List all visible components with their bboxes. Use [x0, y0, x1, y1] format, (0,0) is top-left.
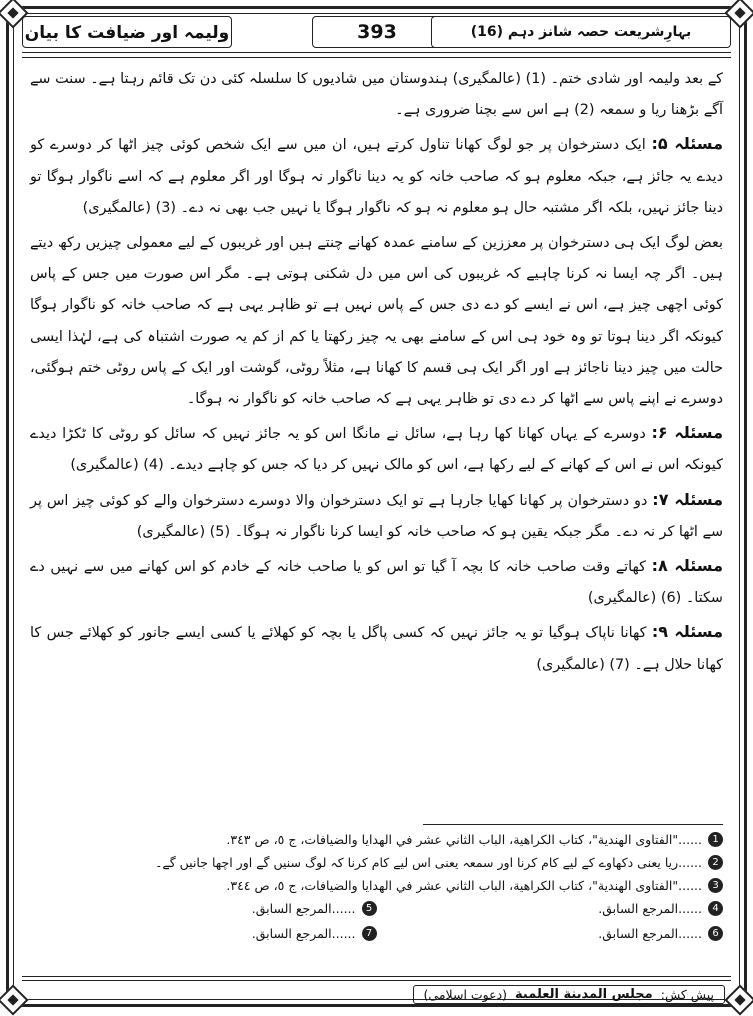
footnote-text: ......المرجع السابق.: [251, 901, 356, 916]
paragraph: [30, 616, 723, 680]
publisher-name: مجلس المدینة العلمیة: [515, 986, 653, 1002]
paragraph: [30, 62, 723, 126]
footnote: [30, 851, 723, 874]
chapter-title: ولیمہ اور ضیافت کا بیان: [22, 16, 232, 48]
footnote-text: ......المرجع السابق.: [598, 901, 702, 916]
publisher-box: [413, 985, 725, 1004]
masala-label: مسئلہ ۵:: [651, 134, 723, 154]
footnote-number: 4: [708, 901, 723, 916]
footnote-separator: [423, 824, 723, 825]
masala-label: مسئلہ ۹:: [651, 622, 723, 642]
page-number: 393: [312, 16, 442, 48]
footnote-text: ......المرجع السابق.: [598, 926, 702, 941]
footnote-number: 2: [708, 855, 723, 870]
page-header: [22, 16, 731, 56]
paragraph: [30, 226, 723, 415]
footnote-text: ......ریا یعنی دکھاوے کے لیے کام کرنا اور سمعہ یعنی اس لیے کام کرنا کہ لوگ سنیں گے اور اچھا جانیں گے۔: [155, 855, 702, 870]
book-title: بہارِشریعت حصہ شانز دہم (16): [431, 16, 731, 48]
footnote: [377, 897, 724, 920]
footer-divider: [22, 976, 731, 981]
masala-label: مسئلہ ۷:: [652, 489, 724, 509]
page-footer: [22, 983, 731, 1005]
footnote: [30, 874, 723, 897]
masala-label: مسئلہ ۸:: [651, 556, 723, 576]
footnote-number: 5: [362, 901, 377, 916]
paragraph: [30, 417, 723, 481]
paragraph-text: دو دسترخوان پر کھانا کھایا جارہا ہے تو ایک دسترخوان والا دوسرے دسترخوان والے کو کوئی چیز اس پر سے اٹھا کر نہ دے۔ مگر جبکہ یقین ہو کہ صاحب خانہ کو ایسا کرنا ناگوار نہ ہوگا۔ (5) (عالمگیری): [30, 492, 723, 540]
footnote-number: 3: [708, 878, 723, 893]
footnote-row: [30, 897, 723, 922]
paragraph-text: کھانا ناپاک ہوگیا تو یہ جائز نہیں کہ کسی پاگل یا بچہ کو کھلائے یا کسی ایسے جانور کو کھلائے جس کا کھانا حلال ہے۔ (7) (عالمگیری): [30, 625, 723, 673]
footnote-number: 6: [708, 926, 723, 941]
paragraph-text: دوسرے کے یہاں کھانا کھا رہا ہے، سائل نے مانگا اس کو یہ جائز نہیں کہ سائل کو روٹی کا ٹکڑا دیدے کیونکہ اس نے اس کے کھانے کے لیے رکھا ہے، اس کو مالک نہیں کر دیا کہ جس کو چاہے دیدے۔ (4) (عالمگیری): [30, 426, 723, 474]
footnote-text: ......"الفتاوی الهندیة"، کتاب الکراهیة، الباب الثاني عشر في الهدایا والضیافات، ج ٥، ص ٣٤٣.: [226, 832, 702, 847]
footnote-text: ......المرجع السابق.: [251, 926, 356, 941]
paragraph-text: بعض لوگ ایک ہی دسترخوان پر معززین کے سامنے عمدہ کھانے چنتے ہیں اور غریبوں کے لیے معمولی چیزیں رکھ دیتے ہیں۔ اگر چہ ایسا نہ کرنا چاہیے کہ غریبوں کی اس میں دل شکنی ہوتی ہے۔ مگر اس صورت میں جس کے پاس کوئی اچھی چیز ہے، اس نے ایسے کو دے دی جس کے پاس نہیں ہے تو ظاہر یہی ہے کہ صاحب خانہ کو ناگوار ہوگا کیونکہ اگر دینا ہوتا تو وہ خود ہی اس کے سامنے بھی یہ چیز رکھتا یا کم از کم یہ صورت اشتباہ کی ہے، لہٰذا ایسی حالت میں چیز دینا ناجائز ہے اور اگر ایک ہی قسم کا کھانا ہے، مثلاً روٹی، گوشت اور ایک کے پاس روٹی ختم ہوگئی، دوسرے نے اپنے پاس سے اٹھا کر دے دی تو ظاہر یہی ہے کہ صاحب خانہ کو ناگوار نہ ہوگا۔: [30, 235, 723, 408]
header-divider: [22, 52, 731, 58]
paragraph-text: کھاتے وقت صاحب خانہ کا بچہ آ گیا تو اس کو یا صاحب خانہ کے خادم کو اس کھانے میں سے نہیں دے سکتا۔ (6) (عالمگیری): [30, 559, 723, 607]
presenter-label: پیش کش:: [660, 986, 714, 1002]
paragraph: [30, 484, 723, 548]
paragraph: [30, 128, 723, 224]
footnote: [30, 922, 377, 945]
footnote-number: 7: [362, 926, 377, 941]
footnote: [30, 897, 377, 920]
paragraph-text: کے بعد ولیمہ اور شادی ختم۔ (1) (عالمگیری) ہندوستان میں شادیوں کا سلسلہ کئی دن تک قائم رہتا ہے۔ سنت سے آگے بڑھنا ریا و سمعہ (2) ہے اس سے بچنا ضروری ہے۔: [30, 71, 723, 119]
publisher-note: (دعوت اسلامی): [423, 986, 508, 1002]
paragraph-text: ایک دسترخوان پر جو لوگ کھانا تناول کرتے ہیں، ان میں سے ایک شخص کوئی چیز اٹھا کر دوسرے کو دیدے یہ جائز ہے، جبکہ معلوم ہو کہ صاحب خانہ کو یہ دینا ناگوار نہ ہوگا اور اگر معلوم ہے کہ اسے ناگوار ہوگا تو دینا جائز نہیں، بلکہ اگر مشتبہ حال ہو معلوم نہ ہو کہ ناگوار ہوگا یا نہیں جب بھی نہ دے۔ (3) (عالمگیری): [30, 137, 723, 216]
footnote: [377, 922, 724, 945]
paragraph: [30, 550, 723, 614]
main-text: [30, 62, 723, 683]
footnote-row: [30, 922, 723, 947]
footnote-number: 1: [708, 832, 723, 847]
footnote-text: ......"الفتاوی الهندیة"، کتاب الکراهیة، الباب الثاني عشر في الهدایا والضیافات، ج ٥، ص ٣٤٤.: [226, 878, 702, 893]
masala-label: مسئلہ ۶:: [651, 423, 723, 443]
footnotes: [30, 828, 723, 947]
footnote: [30, 828, 723, 851]
